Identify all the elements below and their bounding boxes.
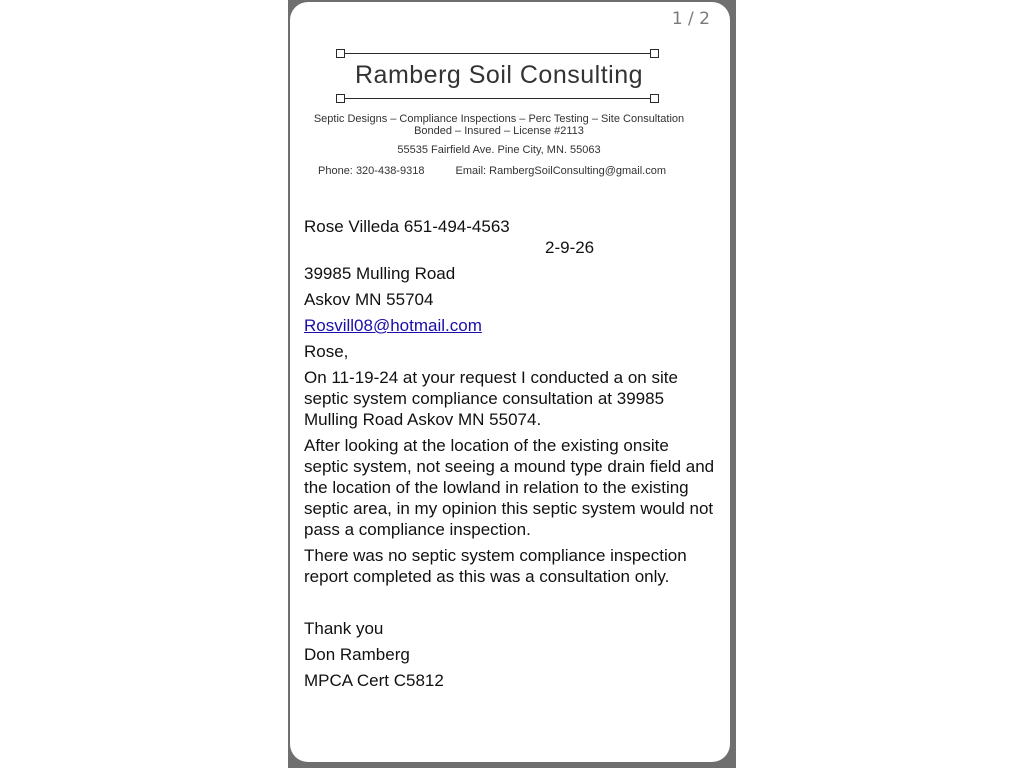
- letterhead-rule-top: [340, 53, 654, 54]
- letterhead-rule-bottom: [340, 98, 654, 99]
- company-email: RambergSoilConsulting@gmail.com: [489, 165, 666, 177]
- paragraph-1: On 11-19-24 at your request I conducted a on site septic system compliance consultation at 39985 Mulling Road Askov MN 55074.: [304, 368, 678, 429]
- address-line-1: 39985 Mulling Road: [304, 264, 456, 283]
- document-page[interactable]: [290, 2, 730, 762]
- recipient-line: Rose Villeda 651-494-4563: [304, 217, 510, 236]
- paragraph-2: After looking at the location of the existing onsite septic system, not seeing a mound type drain field and the location of the lowland in relation to the existing septic area, in my opinion this septic system would not pass a compliance inspection.: [304, 436, 715, 539]
- closing: Thank you: [304, 619, 384, 638]
- letter-date: 2-9-26: [545, 238, 595, 257]
- services-line: Septic Designs – Compliance Inspections – Perc Testing – Site Consultation: [313, 113, 685, 125]
- email-label: Email:: [455, 165, 487, 177]
- letterhead-corner-icon: [650, 49, 659, 58]
- signer-cert: MPCA Cert C5812: [304, 671, 444, 690]
- paragraph-3: There was no septic system compliance inspection report completed as this was a consultation only.: [304, 546, 687, 586]
- company-name: Ramberg Soil Consulting: [354, 61, 644, 89]
- letterhead-corner-icon: [650, 94, 659, 103]
- company-address: 55535 Fairfield Ave. Pine City, MN. 55063: [397, 144, 601, 156]
- phone-number: 320-438-9318: [355, 165, 425, 177]
- signer-name: Don Ramberg: [304, 645, 410, 664]
- address-line-2: Askov MN 55704: [304, 290, 434, 309]
- phone-label: Phone:: [318, 165, 353, 177]
- recipient-email-link[interactable]: Rosvill08@hotmail.com: [304, 316, 482, 335]
- credentials-line: Bonded – Insured – License #2113: [414, 125, 584, 137]
- page-indicator: 1 / 2: [671, 9, 710, 29]
- spacer: [304, 592, 716, 618]
- letter-body: [304, 216, 716, 696]
- contact-line: [318, 165, 688, 177]
- letterhead-corner-icon: [336, 49, 345, 58]
- salutation: Rose,: [304, 342, 349, 361]
- letterhead-corner-icon: [336, 94, 345, 103]
- letterhead: [304, 46, 694, 186]
